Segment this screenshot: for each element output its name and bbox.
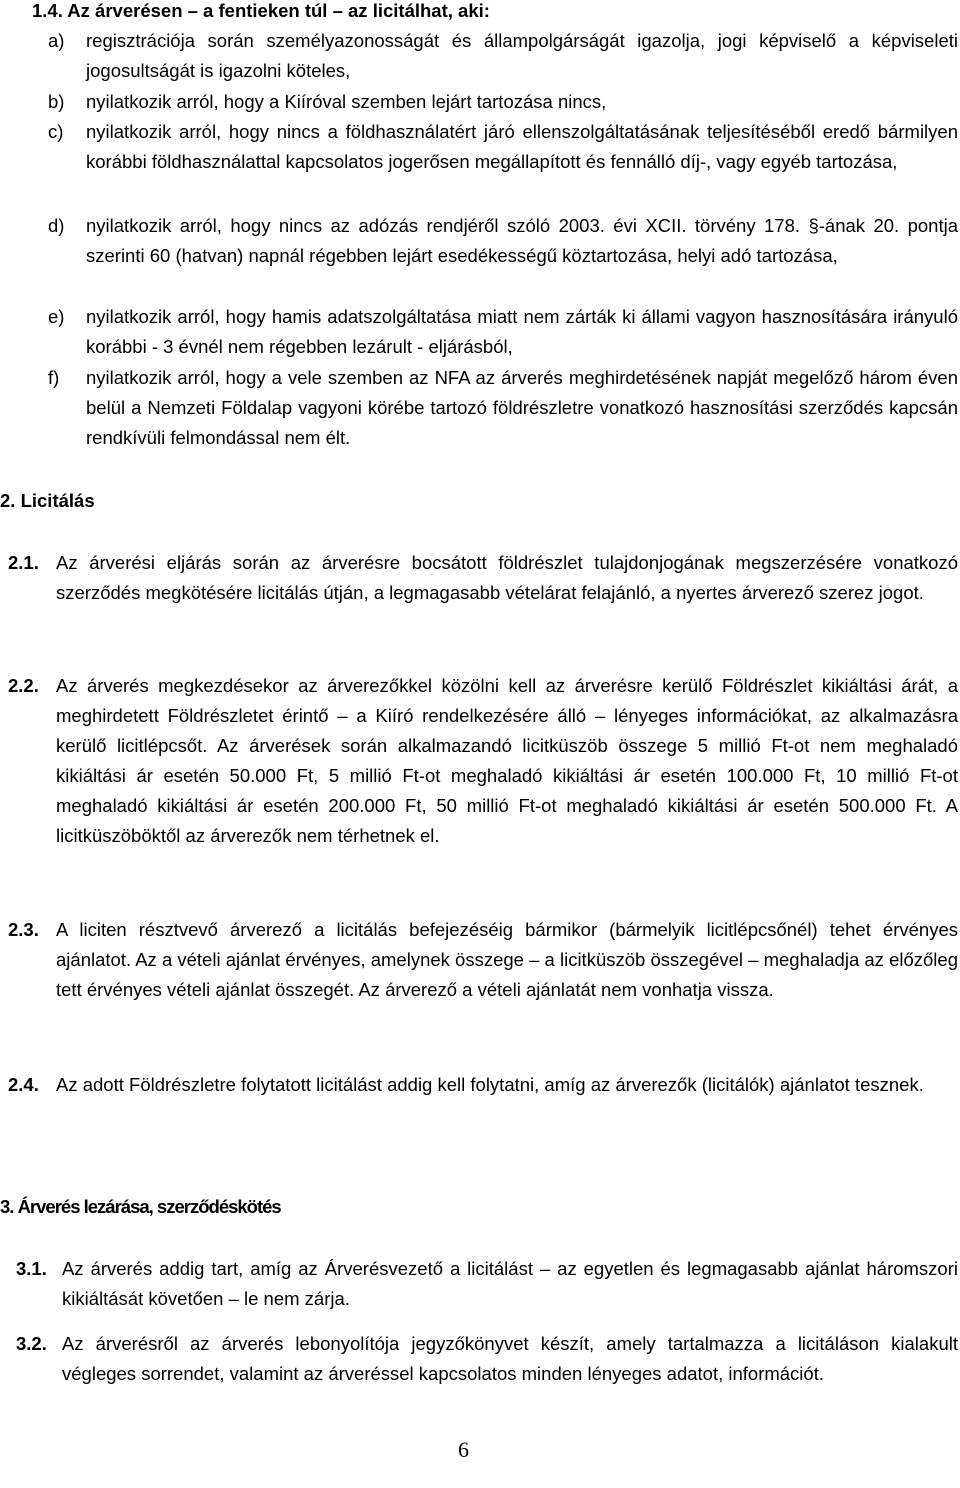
list-item-label-d: d) <box>48 215 65 236</box>
para-3-1: Az árverés addig tart, amíg az Árverésvezető a licitálást – az egyetlen és legmagasabb ajánlat háromszori kikiáltását követően – le nem zárja. <box>62 1258 958 1309</box>
list-item-f: nyilatkozik arról, hogy a vele szemben az NFA az árverés meghirdetésének napját megelőző három éven belül a Nemzeti Földalap vagyoni körébe tartozó földrészletre vonatkozó hasznosítási szerződés kapcsán rendkívüli felmondással nem élt. <box>86 367 958 448</box>
section-1-4-title: 1.4. Az árverésen – a fentieken túl – az licitálhat, aki: <box>32 0 490 21</box>
para-number-2-4: 2.4. <box>8 1074 39 1095</box>
para-2-3: A liciten résztvevő árverező a licitálás befejezéséig bármikor (bármelyik licitlépcsőnél) tehet érvényes ajánlatot. Az a vételi ajánlat érvényes, amelynek összege – a licitküszöb összegével – meghaladja az előzőleg tett érvényes vételi ajánlat összegét. Az árverező a vételi ajánlatát nem vonhatja vissza. <box>56 919 958 1000</box>
list-item-label-b: b) <box>48 91 65 112</box>
section-3-title: 3. Árverés lezárása, szerződéskötés <box>0 1196 281 1217</box>
para-3-2: Az árverésről az árverés lebonyolítója jegyzőkönyvet készít, amely tartalmazza a licitáláson kialakult végleges sorrendet, valamint az árveréssel kapcsolatos minden lényeges adatot, információt. <box>62 1333 958 1384</box>
para-2-1: Az árverési eljárás során az árverésre bocsátott földrészlet tulajdonjogának megszerzésére vonatkozó szerződés megkötésére licitálás útján, a legmagasabb vételárat felajánló, a nyertes árverező szerez jogot. <box>56 552 958 603</box>
list-item-b: nyilatkozik arról, hogy a Kiíróval szemben lejárt tartozása nincs, <box>86 91 607 112</box>
list-item-label-c: c) <box>48 121 64 142</box>
para-number-2-3: 2.3. <box>8 919 39 940</box>
page-number: 6 <box>458 1437 469 1462</box>
para-number-2-2: 2.2. <box>8 675 39 696</box>
list-item-label-e: e) <box>48 306 65 327</box>
list-item-d: nyilatkozik arról, hogy nincs az adózás rendjéről szóló 2003. évi XCII. törvény 178. §-ának 20. pontja szerinti 60 (hatvan) napnál régebben lejárt esedékességű köztartozása, helyi adó tartozása, <box>86 215 958 266</box>
list-item-e: nyilatkozik arról, hogy hamis adatszolgáltatása miatt nem zárták ki állami vagyon hasznosítására irányuló korábbi - 3 évnél nem régebben lezárult - eljárásból, <box>86 306 958 357</box>
para-2-2: Az árverés megkezdésekor az árverezőkkel közölni kell az árverésre kerülő Földrészlet kikiáltási árát, a meghirdetett Földrészletet érintő – a Kiíró rendelkezésére álló – lényeges információkat, az alkalmazásra kerülő licitlépcsőt. Az árverések során alkalmazandó licitküszöb összege 5 millió Ft-ot nem meghaladó kikiáltási ár esetén 50.000 Ft, 5 millió Ft-ot meghaladó kikiáltási ár esetén 100.000 Ft, 10 millió Ft-ot meghaladó kikiáltási ár esetén 200.000 Ft, 50 millió Ft-ot meghaladó kikiáltási ár esetén 500.000 Ft. A licitküszöböktől az árverezők nem térhetnek el. <box>56 675 958 846</box>
list-item-label-a: a) <box>48 30 65 51</box>
para-2-4: Az adott Földrészletre folytatott licitálást addig kell folytatni, amíg az árverezők (licitálók) ajánlatot tesznek. <box>56 1074 924 1095</box>
list-item-label-f: f) <box>48 367 60 388</box>
section-2-title: 2. Licitálás <box>0 490 95 511</box>
para-number-3-2: 3.2. <box>16 1333 47 1354</box>
list-item-a: regisztrációja során személyazonosságát és állampolgárságát igazolja, jogi képviselő a képviseleti jogosultságát is igazolni köteles, <box>86 30 958 81</box>
list-item-c: nyilatkozik arról, hogy nincs a földhasználatért járó ellenszolgáltatásának teljesítéséből eredő bármilyen korábbi földhasználattal kapcsolatos jogerősen megállapított és fennálló díj-, vagy egyéb tartozása, <box>86 121 958 172</box>
para-number-2-1: 2.1. <box>8 552 39 573</box>
para-number-3-1: 3.1. <box>16 1258 47 1279</box>
